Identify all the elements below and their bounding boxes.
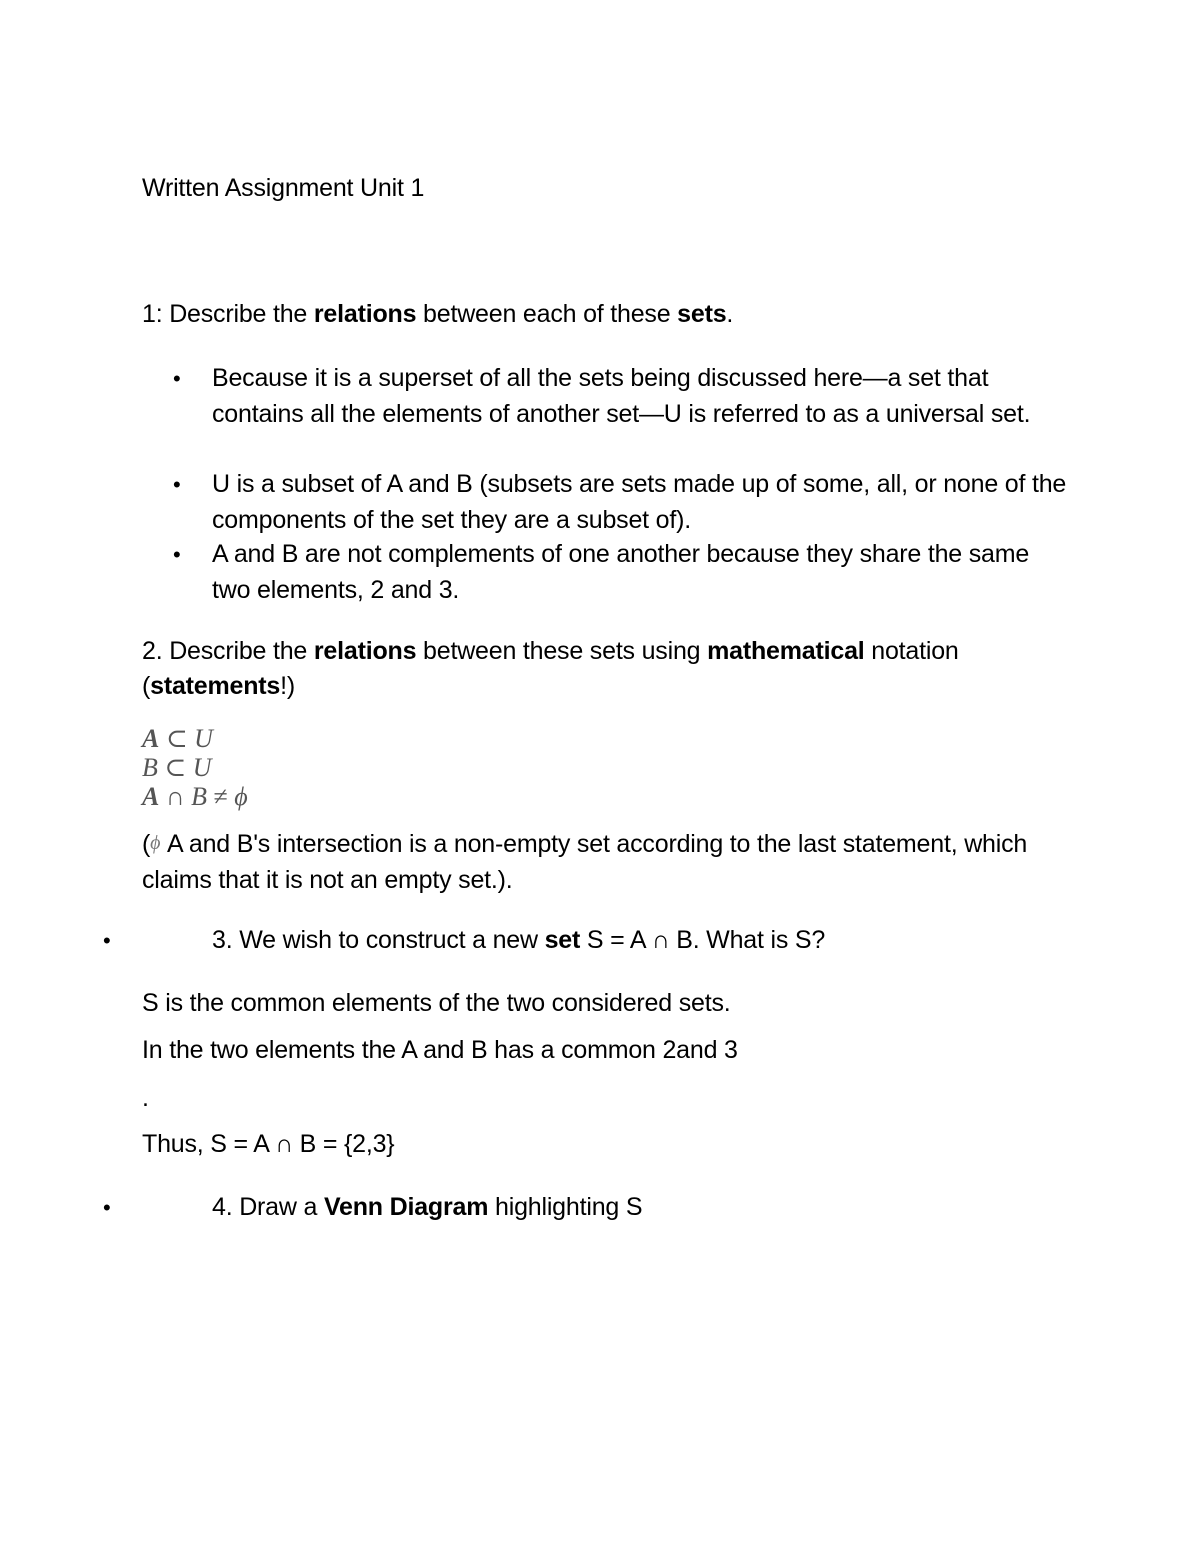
q3-answer-1: S is the common elements of the two considered sets. xyxy=(142,989,731,1017)
q2-prefix: 2. Describe the xyxy=(142,637,314,665)
q2-bold-statements: statements xyxy=(150,672,281,700)
q1-suffix: . xyxy=(726,300,734,328)
math-statement-1 xyxy=(142,724,213,754)
question-4-heading xyxy=(212,1190,642,1225)
q3-answer-3: Thus, S = A ∩ B = {2,3} xyxy=(142,1130,395,1158)
q4-suffix: highlighting S xyxy=(488,1193,643,1221)
question-2-heading-line2 xyxy=(142,669,295,704)
math-intersection-op: ∩ xyxy=(165,782,185,811)
question-3-heading xyxy=(212,923,825,958)
math-not-equal-op: ≠ xyxy=(213,782,228,811)
math-var-u: U xyxy=(194,724,213,753)
q2-note-text: A and B's intersection is a non-empty set according to the last statement, which claims that it is not an empty set.). xyxy=(142,830,1028,894)
math-subset-op: ⊂ xyxy=(164,753,187,782)
math-var-b: B xyxy=(142,753,158,782)
bullet-icon: • xyxy=(173,542,181,567)
question-1-heading xyxy=(142,297,733,332)
q1-middle: between each of these xyxy=(416,300,678,328)
bullet-icon: • xyxy=(103,1195,111,1220)
q2-open-paren: ( xyxy=(142,672,151,700)
empty-set-symbol: ϕ xyxy=(150,832,161,854)
q1-bold-relations: relations xyxy=(313,300,417,328)
q1-prefix: 1: Describe the xyxy=(142,300,314,328)
q2-note-open: ( xyxy=(142,830,151,858)
q2-close-paren: !) xyxy=(280,672,296,700)
bullet-icon: • xyxy=(103,928,111,953)
q3-suffix: S = A ∩ B. What is S? xyxy=(580,926,826,954)
q2-suffix: notation xyxy=(864,637,959,665)
q3-answer-2: In the two elements the A and B has a common 2and 3 xyxy=(142,1036,738,1064)
math-statement-3 xyxy=(142,782,248,812)
bullet-icon: • xyxy=(173,366,181,391)
page-title: Written Assignment Unit 1 xyxy=(142,174,425,202)
bullet-icon: • xyxy=(173,472,181,497)
math-var-b: B xyxy=(191,782,208,811)
q3-prefix: 3. We wish to construct a new xyxy=(212,926,545,954)
math-statement-2 xyxy=(142,753,211,783)
q3-bold-set: set xyxy=(544,926,581,954)
math-var-a: A xyxy=(142,782,160,811)
math-empty-set: ϕ xyxy=(234,782,248,811)
math-var-a: A xyxy=(142,724,160,753)
q1-bullet-2: U is a subset of A and B (subsets are sets made up of some, all, or none of the components of the set they are a subset of). xyxy=(212,470,1067,534)
q4-prefix: 4. Draw a xyxy=(212,1193,324,1221)
q1-bold-sets: sets xyxy=(677,300,727,328)
question-2-heading xyxy=(142,634,959,669)
q2-bold-relations: relations xyxy=(313,637,417,665)
q4-bold-venn: Venn Diagram xyxy=(323,1193,489,1221)
q1-bullet-3: A and B are not complements of one another because they share the same two elements, 2 and 3. xyxy=(212,540,1030,604)
math-var-u: U xyxy=(192,753,212,782)
q1-bullet-1: Because it is a superset of all the sets being discussed here—a set that contains all the elements of another set—U is referred to as a universal set. xyxy=(212,364,1031,428)
q2-note xyxy=(142,826,1062,898)
q2-middle: between these sets using xyxy=(416,637,708,665)
math-subset-op: ⊂ xyxy=(165,724,188,753)
q2-bold-mathematical: mathematical xyxy=(707,637,865,665)
q3-dot: . xyxy=(142,1084,149,1112)
